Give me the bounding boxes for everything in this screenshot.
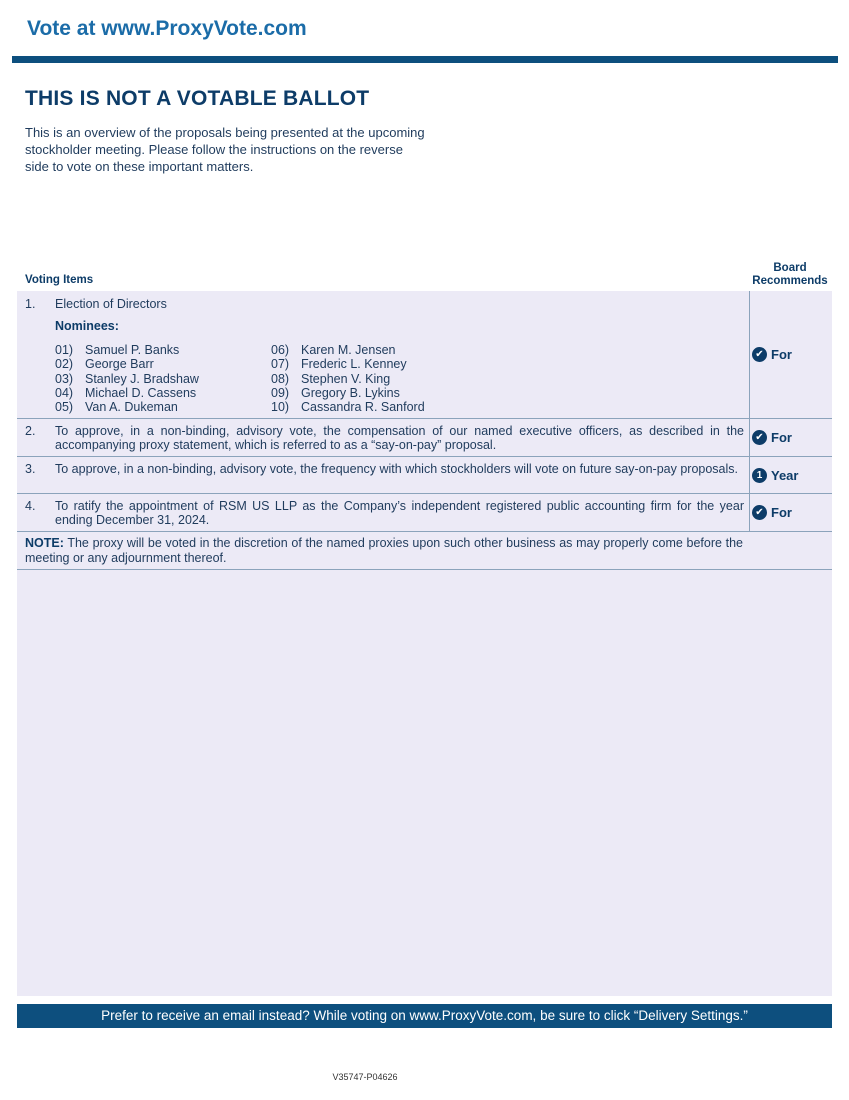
recommendation-label: For (771, 430, 792, 445)
voting-items-header: Voting Items (25, 274, 94, 286)
board-recommends-header (748, 262, 832, 288)
proxyvote-link[interactable]: Vote at www.ProxyVote.com (27, 17, 307, 40)
delivery-settings-banner: Prefer to receive an email instead? While voting on www.ProxyVote.com, be sure to click “Delivery Settings.” (17, 1004, 832, 1028)
row-divider (17, 531, 832, 532)
recommendation-label: For (771, 347, 792, 362)
nominee: 02) George Barr (55, 357, 154, 372)
intro-text: This is an overview of the proposals being presented at the upcoming stockholder meeting. Please follow the instructions on the reverse side to vote on these important matters. (25, 125, 425, 174)
nominee: 08) Stephen V. King (271, 371, 391, 386)
row-divider (17, 493, 832, 494)
item-text: To approve, in a non-binding, advisory vote, the frequency with which stockholders will vote on future say-on-pay proposals. (55, 462, 739, 476)
item-number: 1. (25, 297, 36, 311)
column-divider (749, 291, 750, 531)
number-one-icon: 1 (752, 468, 767, 483)
nominee: 09) Gregory B. Lykins (271, 385, 400, 400)
check-icon: ✔ (752, 430, 767, 445)
document-code: V35747-P04626 (332, 1072, 398, 1082)
item-number: 2. (25, 424, 36, 438)
voting-item-2 (25, 424, 750, 454)
nominee: 10) Cassandra R. Sanford (271, 400, 425, 415)
recommendation-3 (752, 468, 798, 483)
row-divider (17, 569, 832, 570)
page-title: THIS IS NOT A VOTABLE BALLOT (25, 87, 370, 110)
nominee: 01) Samuel P. Banks (55, 343, 180, 357)
check-icon: ✔ (752, 505, 767, 520)
item-text: Election of Directors (55, 297, 167, 311)
recommendation-4 (752, 505, 792, 520)
nominee: 06) Karen M. Jensen (271, 343, 396, 357)
recommends-label: Recommends (752, 275, 828, 287)
voting-item-1 (25, 297, 750, 313)
board-label: Board (773, 262, 807, 274)
note-label: NOTE: (25, 536, 64, 550)
recommendation-label: For (771, 505, 792, 520)
nominees-heading: Nominees: (55, 319, 119, 333)
recommendation-label: Year (771, 468, 799, 483)
row-divider (17, 456, 832, 457)
nominee: 07) Frederic L. Kenney (271, 357, 407, 372)
note-text (25, 536, 743, 565)
item-text: To approve, in a non-binding, advisory vote, the compensation of our named executive officers, as described in the accompanying proxy statement, which is referred to as a “say-on-pay” proposal. (55, 424, 744, 452)
recommendation-2 (752, 430, 792, 445)
row-divider (17, 418, 832, 419)
voting-item-3 (25, 462, 750, 492)
nominees-column-left (55, 343, 199, 414)
note-body: The proxy will be voted in the discretion of the named proxies upon such other business as may properly come before the meeting or any adjournment thereof. (25, 536, 743, 565)
check-icon: ✔ (752, 347, 767, 362)
voting-item-4 (25, 499, 750, 529)
nominees-column-right (271, 343, 425, 414)
nominee: 04) Michael D. Cassens (55, 385, 197, 400)
nominee: 05) Van A. Dukeman (55, 400, 178, 415)
item-number: 4. (25, 499, 36, 513)
item-number: 3. (25, 462, 36, 476)
recommendation-1 (752, 347, 792, 362)
nominee: 03) Stanley J. Bradshaw (55, 371, 199, 386)
header-rule (12, 56, 838, 63)
item-text: To ratify the appointment of RSM US LLP as the Company’s independent registered public accounting firm for the year ending December 31, 2024. (55, 499, 744, 527)
